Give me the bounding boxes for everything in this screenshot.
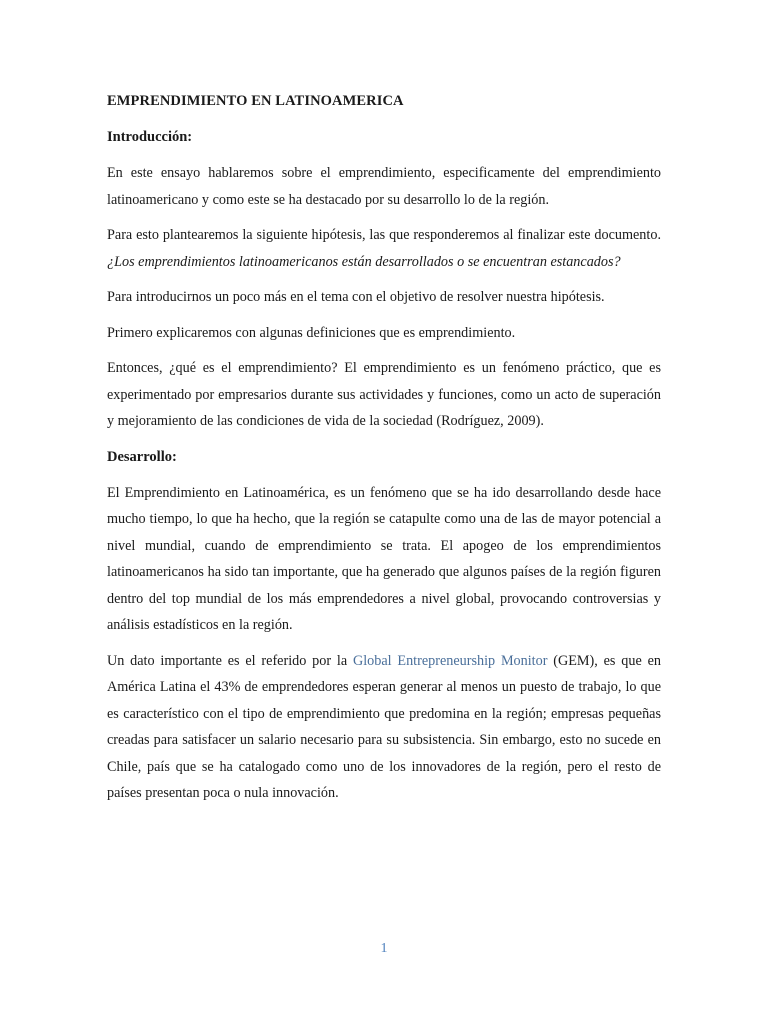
paragraph-introduce bbox=[107, 284, 661, 311]
development-heading: Desarrollo: bbox=[107, 448, 177, 465]
paragraph-introduce-text: Para introducirnos un poco más en el tema con el objetivo de resolver nuestra hipótesis. bbox=[107, 289, 605, 305]
page-number: 1 bbox=[380, 941, 388, 956]
document-body bbox=[107, 88, 661, 816]
paragraph-development-text: El Emprendimiento en Latinoamérica, es un fenómeno que se ha ido desarrollando desde hace mucho tiempo, lo que ha hecho, que la región se catapulte como una de las de mayor potencial a nivel mundial, cuando de emprendimiento se trata. El apogeo de los emprendimientos latinoamericanos ha sido tan importante, que ha generado que algunos países de la región figuren dentro del top mundial de los más emprendedores a nivel global, provocando controversias y análisis estadísticos en la región. bbox=[107, 484, 661, 633]
paragraph-what-is bbox=[107, 355, 661, 435]
paragraph-hypothesis-text: Para esto plantearemos la siguiente hipótesis, las que responderemos al finalizar este documento. bbox=[107, 227, 661, 243]
hypothesis-question: ¿Los emprendimientos latinoamericanos están desarrollados o se encuentran estancados? bbox=[107, 253, 621, 270]
intro-heading: Introducción: bbox=[107, 129, 193, 145]
paragraph-development bbox=[107, 480, 661, 639]
document-title: EMPRENDIMIENTO EN LATINOAMERICA bbox=[107, 93, 404, 109]
paragraph-hypothesis bbox=[107, 222, 661, 275]
paragraph-what-is-text: Entonces, ¿qué es el emprendimiento? El emprendimiento es un fenómeno práctico, que es experimentado por empresarios durante sus actividades y funciones, como un acto de superación y mejoramiento de las condiciones de vida de la sociedad (Rodríguez, 2009). bbox=[107, 360, 661, 429]
gem-link[interactable]: Global Entrepreneurship Monitor bbox=[352, 652, 548, 669]
paragraph-definitions-text: Primero explicaremos con algunas definiciones que es emprendimiento. bbox=[107, 324, 516, 341]
paragraph-intro-text: En este ensayo hablaremos sobre el emprendimiento, especificamente del emprendimiento latinoamericano y como este se ha destacado por su desarrollo lo de la región. bbox=[107, 165, 661, 208]
paragraph-definitions bbox=[107, 320, 661, 347]
paragraph-intro bbox=[107, 160, 661, 213]
paragraph-gem bbox=[107, 648, 661, 807]
paragraph-gem-after: (GEM), es que en América Latina el 43% de emprendedores esperan generar al menos un puesto de trabajo, lo que es característico con el tipo de emprendimiento que predomina en la región; empresas pequeñas creadas para satisfacer un salario necesario para su subsistencia. Sin embargo, esto no sucede en Chile, país que se ha catalogado como uno de los innovadores de la región, pero el resto de países presentan poca o nula innovación. bbox=[107, 652, 661, 801]
paragraph-gem-before: Un dato importante es el referido por la bbox=[107, 652, 353, 669]
